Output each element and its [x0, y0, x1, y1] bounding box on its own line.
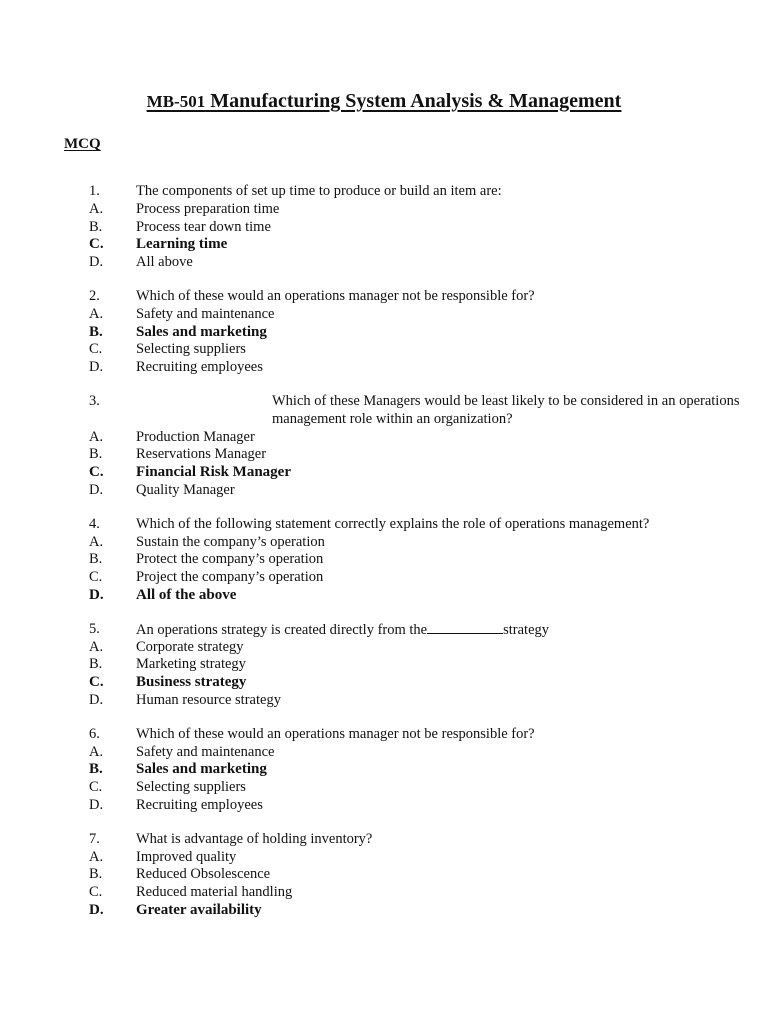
option-letter: A.: [89, 533, 104, 550]
question-2: [0, 288, 768, 377]
question-stem: [0, 726, 768, 744]
option-a: [0, 639, 768, 657]
option-b: [0, 866, 768, 884]
option-letter: B.: [89, 551, 103, 568]
question-number: 1.: [89, 183, 100, 199]
option-b: [0, 446, 768, 464]
option-letter: D.: [89, 254, 104, 271]
question-text: Which of these would an operations manager not be responsible for?: [136, 725, 535, 742]
option-letter: C.: [89, 464, 104, 481]
option-text: Sales and marketing: [136, 323, 267, 340]
question-list: [0, 183, 768, 936]
option-letter: D.: [89, 359, 104, 376]
question-number: 6.: [89, 725, 100, 742]
option-letter: D.: [89, 901, 104, 918]
option-text: Marketing strategy: [136, 656, 246, 673]
option-text: Sales and marketing: [136, 761, 267, 778]
option-a: [0, 306, 768, 324]
question-text: Which of these Managers would be least likely to be considered in an operations management role within an organization?: [272, 392, 740, 427]
option-letter: A.: [89, 848, 104, 865]
option-letter: B.: [89, 218, 103, 235]
question-text: [136, 621, 696, 640]
option-text: Quality Manager: [136, 481, 235, 498]
option-c-correct-answer: [0, 464, 768, 482]
option-text: Greater availability: [136, 901, 262, 918]
option-c: [0, 779, 768, 797]
option-letter: A.: [89, 743, 104, 760]
option-d-correct-answer: [0, 902, 768, 920]
option-letter: C.: [89, 236, 104, 253]
question-3: [0, 393, 768, 500]
option-text: Reduced Obsolescence: [136, 866, 271, 883]
question-4: [0, 516, 768, 605]
option-letter: C.: [89, 779, 103, 796]
option-d: [0, 254, 768, 272]
option-d: [0, 797, 768, 815]
option-d: [0, 359, 768, 377]
option-letter: D.: [89, 481, 104, 498]
option-letter: A.: [89, 428, 104, 445]
option-letter: D.: [89, 586, 104, 603]
option-c-correct-answer: [0, 674, 768, 692]
option-b-correct-answer: [0, 761, 768, 779]
option-text: Selecting suppliers: [136, 779, 246, 796]
option-a: [0, 429, 768, 447]
option-b: [0, 656, 768, 674]
question-stem: [0, 831, 768, 849]
option-letter: A.: [89, 200, 104, 217]
option-letter: D.: [89, 691, 104, 708]
question-text: Which of the following statement correctly explains the role of operations management?: [136, 515, 650, 532]
option-text: Safety and maintenance: [136, 305, 275, 322]
option-a: [0, 744, 768, 762]
option-d: [0, 692, 768, 710]
question-text: The components of set up time to produce or build an item are:: [136, 183, 502, 199]
option-c: [0, 341, 768, 359]
option-text: Process tear down time: [136, 218, 271, 235]
option-text: Business strategy: [136, 674, 247, 691]
question-7: [0, 831, 768, 920]
option-letter: B.: [89, 323, 103, 340]
question-text: Which of these would an operations manager not be responsible for?: [136, 287, 535, 304]
option-text: Recruiting employees: [136, 359, 263, 376]
option-letter: D.: [89, 796, 104, 813]
option-letter: B.: [89, 866, 103, 883]
section-heading: MCQ: [64, 136, 101, 152]
option-text: Protect the company’s operation: [136, 551, 324, 568]
option-a: [0, 534, 768, 552]
option-letter: C.: [89, 569, 103, 586]
question-number: 4.: [89, 515, 100, 532]
option-text: Sustain the company’s operation: [136, 533, 325, 550]
question-stem: [0, 183, 768, 201]
fill-in-blank: [427, 621, 503, 634]
option-c: [0, 569, 768, 587]
option-b: [0, 551, 768, 569]
question-stem: [0, 288, 768, 306]
option-text: Reservations Manager: [136, 446, 267, 463]
option-letter: B.: [89, 656, 103, 673]
option-b-correct-answer: [0, 324, 768, 342]
option-text: Safety and maintenance: [136, 743, 275, 760]
option-letter: A.: [89, 638, 104, 655]
course-name: Manufacturing System Analysis & Management: [210, 90, 622, 112]
option-text: All above: [136, 254, 193, 271]
option-b: [0, 219, 768, 237]
question-number: 5.: [89, 620, 100, 637]
option-d-correct-answer: [0, 587, 768, 605]
option-text: Process preparation time: [136, 200, 280, 217]
option-text: Financial Risk Manager: [136, 464, 292, 481]
option-a: [0, 849, 768, 867]
question-stem: [0, 393, 768, 429]
question-1: [0, 183, 768, 272]
question-stem: [0, 516, 768, 534]
option-text: Human resource strategy: [136, 691, 281, 708]
option-c: [0, 884, 768, 902]
document-title: [0, 88, 768, 115]
question-text-before-blank: An operations strategy is created directly from the: [136, 621, 428, 638]
option-text: Reduced material handling: [136, 884, 293, 901]
option-d: [0, 482, 768, 500]
option-letter: B.: [89, 761, 103, 778]
option-text: Learning time: [136, 236, 228, 253]
option-text: Improved quality: [136, 848, 237, 865]
course-code: MB-501: [146, 92, 206, 111]
option-text: Project the company’s operation: [136, 569, 324, 586]
option-letter: B.: [89, 446, 103, 463]
option-text: Selecting suppliers: [136, 341, 246, 358]
option-letter: C.: [89, 341, 103, 358]
option-a: [0, 201, 768, 219]
question-6: [0, 726, 768, 815]
option-text: Corporate strategy: [136, 638, 244, 655]
option-letter: C.: [89, 674, 104, 691]
option-text: Production Manager: [136, 428, 255, 445]
question-5: [0, 621, 768, 710]
question-text: What is advantage of holding inventory?: [136, 830, 373, 847]
question-number: 7.: [89, 830, 100, 847]
question-number: 3.: [89, 392, 100, 409]
option-c-correct-answer: [0, 236, 768, 254]
question-stem: [0, 621, 768, 639]
option-text: All of the above: [136, 586, 237, 603]
option-letter: A.: [89, 305, 104, 322]
option-letter: C.: [89, 884, 103, 901]
question-number: 2.: [89, 287, 100, 304]
question-text-after-blank: strategy: [503, 621, 550, 638]
option-text: Recruiting employees: [136, 796, 263, 813]
